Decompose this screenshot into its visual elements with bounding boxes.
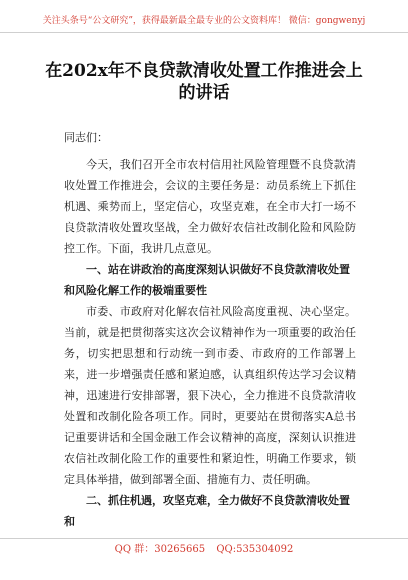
section2-heading: 二、抓住机遇，攻坚克难，全力做好不良贷款清收处置和 [64, 494, 350, 528]
section1-heading: 一、站在讲政治的高度深刻认识做好不良贷款清收处置和风险化解工作的极端重要性 [64, 263, 350, 297]
page-header: 关注头条号“公文研究”，获得最新最全最专业的公文资料库！ 微信：gongwenyj [0, 10, 408, 33]
footer-qq-group: QQ 群：30265665 [114, 544, 206, 555]
greeting: 同志们： [64, 131, 108, 144]
section1-paragraph: 市委、市政府对化解农信社风险高度重视、决心坚定。当前，就是把贯彻落实这次会议精神作为一项重要的政治任务，切实把思想和行动统一到市委、市政府的工作部署上来，进一步增强责任感和紧迫感，认真组织传达学习会议精神，迅速进行安排部署，狠下决心，全力推进不良贷款清收处置和改制化险各项工作。同时，更要站在贯彻落实A总书记重要讲话和全国金融工作会议精神的高度，深刻认识推进农信社改制化险工作的重要性和紧迫性，明确工作要求，锁定具体举措，做到部署全面、措施有力、责任明确。 [64, 305, 356, 486]
page-footer [0, 538, 408, 559]
footer-qq: QQ:535304092 [216, 544, 294, 555]
document-title: 在202x年不良贷款清收处置工作推进会上的讲话 [45, 61, 363, 103]
document-body [64, 130, 356, 532]
intro-paragraph: 今天，我们召开全市农村信用社风险管理暨不良贷款清收处置工作推进会，会议的主要任务是：动员系统上下抓住机遇、乘势而上，坚定信心，攻坚克难，在全市大打一场不良贷款清收处置攻坚战，全力做好农信社改制化险和风险防控工作。下面，我讲几点意见。 [64, 158, 356, 255]
